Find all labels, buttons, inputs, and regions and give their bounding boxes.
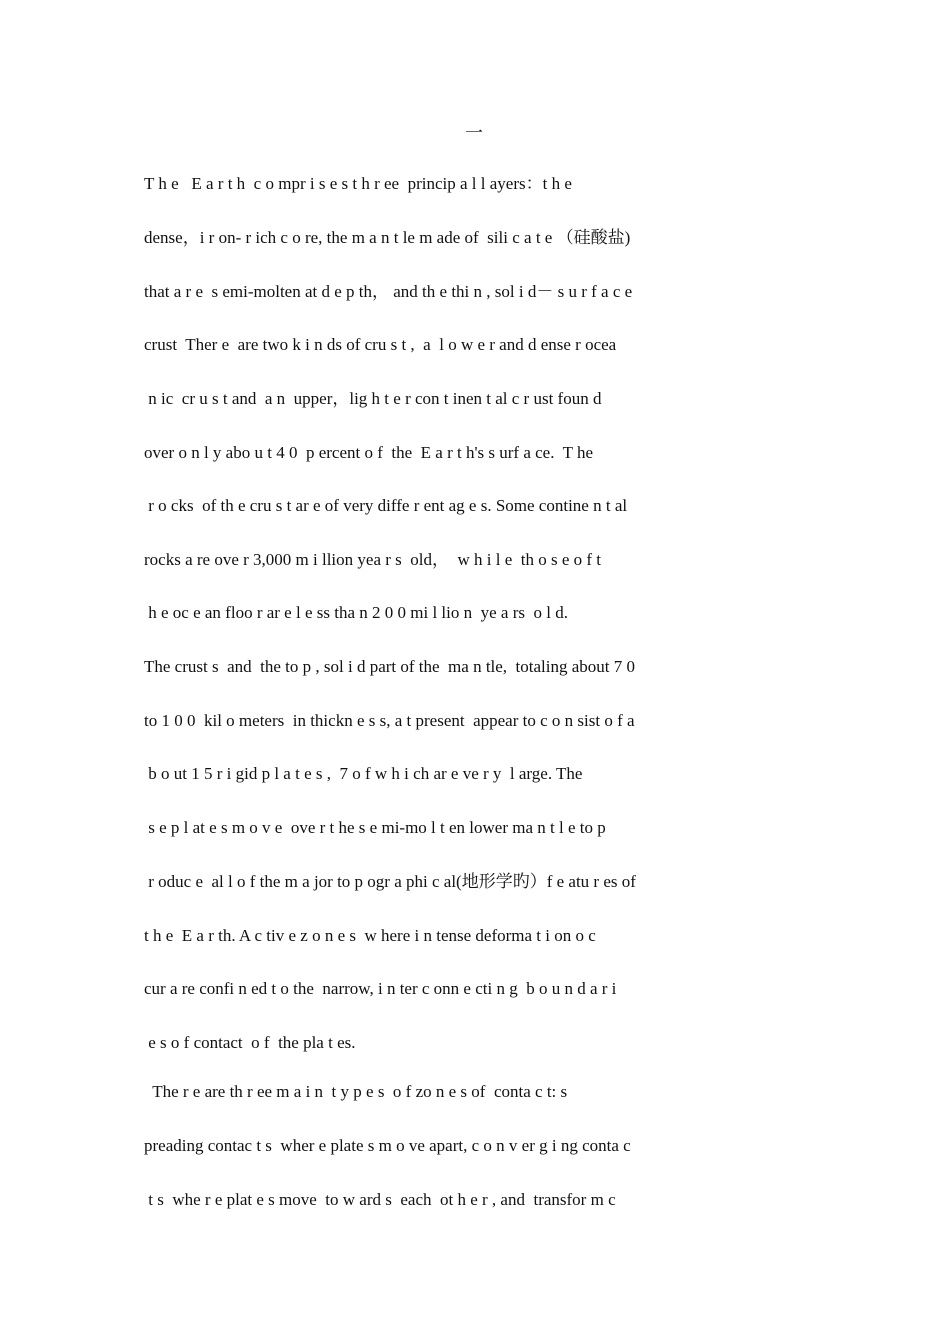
- text-line: that a r e s emi-molten at d e p th， and th e thi n , sol i d－ s u r f a c e: [144, 282, 633, 301]
- text-line: crust Ther e are two k i n ds of cru s t , a l o w e r and d ense r ocea: [144, 335, 617, 354]
- text-line: t s whe r e plat e s move to w ard s each ot h e r , and transfor m c: [144, 1190, 616, 1209]
- text-line: preading contac t s wher e plate s m o ve apart, c o n v er g i ng conta c: [144, 1136, 631, 1155]
- text-line: T h e E a r t h c o mpr i s e s t h r ee princip a l l ayers：t h e: [144, 174, 572, 193]
- text-line: s e p l at e s m o v e ove r t he s e mi-mo l t en lower ma n t l e to p: [144, 818, 606, 837]
- text-line: r oduc e al l o f the m a jor to p ogr a phi c al(地形学旳）f e atu r es of: [144, 872, 636, 891]
- text-line: b o ut 1 5 r i gid p l a t e s , 7 o f w h i ch ar e ve r y l arge. The: [144, 764, 583, 783]
- text-line: t h e E a r th. A c tiv e z o n e s w here i n tense deforma t i on o c: [144, 926, 596, 945]
- page-header-mark: 一: [465, 123, 483, 143]
- text-line: r o cks of th e cru s t ar e of very diffe r ent ag e s. Some contine n t al: [144, 496, 628, 515]
- text-line: The r e are th r ee m a i n t y p e s o f zo n e s of conta c t: s: [144, 1082, 568, 1101]
- text-line: cur a re confi n ed t o the narrow, i n ter c onn e cti n g b o u n d a r i: [144, 979, 617, 998]
- text-line: to 1 0 0 kil o meters in thickn e s s, a t present appear to c o n sist o f a: [144, 711, 635, 730]
- text-line: over o n l y abo u t 4 0 p ercent o f the E a r t h's s urf a ce. T he: [144, 443, 594, 462]
- text-line: n ic cr u s t and a n upper，lig h t e r con t inen t al c r ust foun d: [144, 389, 602, 408]
- text-line: rocks a re ove r 3,000 m i llion yea r s old， w h i l e th o s e o f t: [144, 550, 602, 569]
- text-line: h e oc e an floo r ar e l e ss tha n 2 0 0 mi l lio n ye a rs o l d.: [144, 603, 568, 622]
- text-line: The crust s and the to p , sol i d part of the ma n tle, totaling about 7 0: [144, 657, 636, 676]
- text-line: dense，i r on- r ich c o re, the m a n t le m ade of sili c a t e （硅酸盐): [144, 228, 631, 247]
- text-line: e s o f contact o f the pla t es.: [144, 1033, 356, 1052]
